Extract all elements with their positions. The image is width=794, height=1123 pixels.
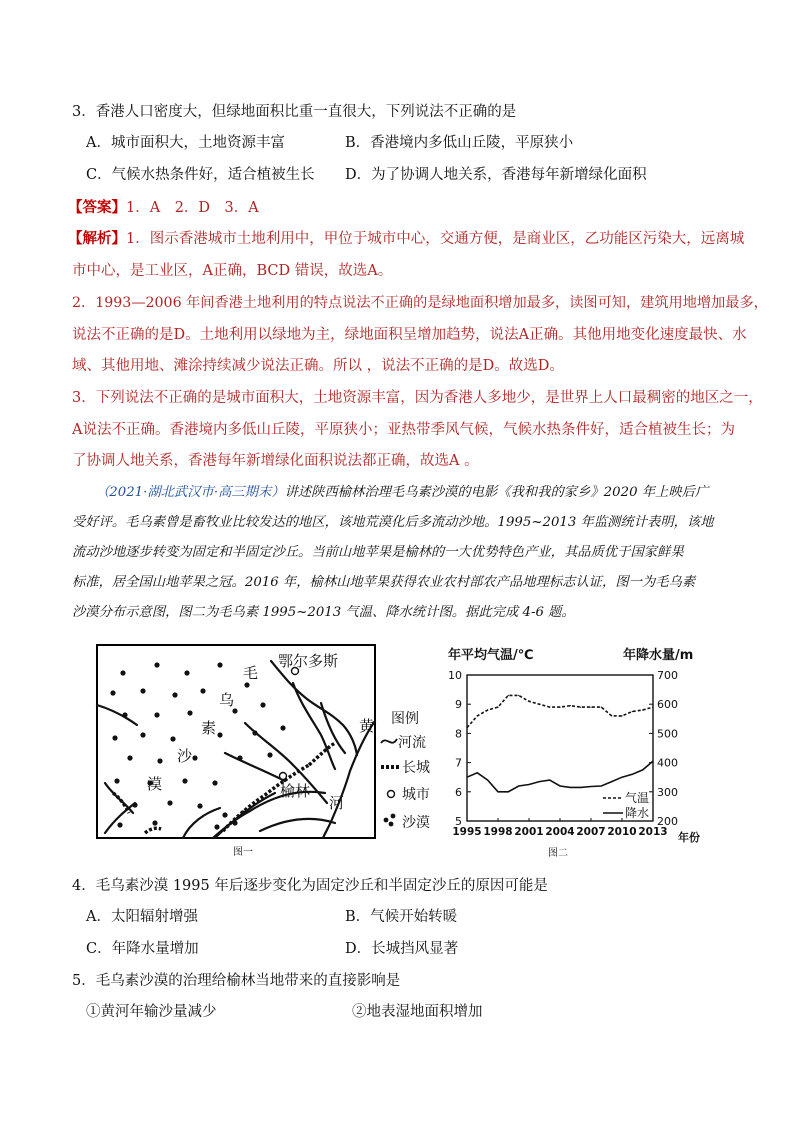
q5-option-2: ②地表湿地面积增加 bbox=[352, 1004, 483, 1020]
passage-line-4: 标准，居全国山地苹果之冠。2016 年，榆林山地苹果获得农业农村部农产品地理标志认证，图一为毛乌素 bbox=[72, 575, 696, 590]
legend-city-icon bbox=[388, 791, 395, 798]
right-tick-label-0: 200 bbox=[657, 815, 678, 828]
series-point-1-4 bbox=[508, 791, 509, 792]
series-point-1-3 bbox=[497, 791, 498, 792]
analysis-line-4: 说法不正确的是D。土地利用以绿地为主，绿地面积呈增加趋势，说法A正确。其他用地变化速度最快、水 bbox=[72, 327, 747, 343]
series-line-气温 bbox=[467, 695, 653, 727]
series-point-0-5 bbox=[518, 695, 519, 696]
left-tick-label-4: 9 bbox=[455, 698, 462, 712]
series-point-1-7 bbox=[539, 781, 540, 782]
series-point-1-14 bbox=[611, 781, 612, 782]
analysis-line-8: 了协调人地关系，香港每年新增绿化面积说法都正确，故选A 。 bbox=[72, 453, 479, 469]
left-tick-label-3: 8 bbox=[455, 727, 462, 741]
series-point-0-17 bbox=[642, 709, 643, 710]
series-point-0-10 bbox=[570, 705, 571, 706]
answer-tag: 【答案】 bbox=[68, 199, 126, 216]
legend-title: 图例 bbox=[391, 711, 419, 727]
q3-option-d: D．为了协调人地关系，香港每年新增绿化面积 bbox=[345, 167, 647, 183]
ylabel-right: 年降水量/m bbox=[623, 648, 694, 663]
passage-line-5: 沙漠分布示意图，图二为毛乌素 1995~2013 气温、降水统计图。据此完成 4-6 题。 bbox=[72, 605, 575, 620]
passage-line-3: 流动沙地逐步转变为固定和半固定沙丘。当前山地苹果是榆林的一大优势特色产业，其品质优于国家鲜果 bbox=[72, 545, 684, 560]
label-mo: 漠 bbox=[147, 775, 163, 793]
q3-option-c: C．气候水热条件好，适合植被生长 bbox=[86, 167, 315, 183]
map-figure bbox=[95, 643, 447, 858]
passage-source: （2021·湖北武汉市·高三期末） bbox=[96, 485, 285, 500]
legend-desert: 沙漠 bbox=[402, 815, 430, 831]
legend-city: 城市 bbox=[402, 787, 430, 803]
q4-option-b: B．气候开始转暖 bbox=[345, 909, 458, 925]
analysis-tag: 【解析】 bbox=[68, 230, 126, 247]
series-point-0-6 bbox=[528, 701, 529, 702]
legend-precip-label: 降水 bbox=[625, 806, 650, 820]
analysis-text-1: 1．图示香港城市土地利用中，甲位于城市中心，交通方便，是商业区，乙功能区污染大，远离城 bbox=[126, 231, 745, 247]
analysis-line-1 bbox=[68, 229, 744, 249]
label-su: 素 bbox=[201, 719, 217, 737]
series-point-0-11 bbox=[580, 707, 581, 708]
series-point-0-8 bbox=[549, 707, 550, 708]
label-he: 河 bbox=[329, 794, 345, 812]
right-tick-label-2: 400 bbox=[657, 756, 678, 770]
right-tick-label-1: 300 bbox=[657, 785, 678, 799]
series-point-0-1 bbox=[477, 715, 478, 716]
series-point-1-5 bbox=[518, 785, 519, 786]
q4-option-c: C．年降水量增加 bbox=[86, 941, 199, 957]
answer-line bbox=[68, 198, 259, 218]
label-huang: 黄 bbox=[359, 717, 375, 735]
x-tick-label-4: 2007 bbox=[576, 826, 606, 838]
series-point-1-1 bbox=[477, 772, 478, 773]
series-point-0-2 bbox=[487, 709, 488, 710]
q4-option-d: D．长城挡风显著 bbox=[345, 941, 459, 957]
series-point-1-6 bbox=[528, 784, 529, 785]
q3-option-b: B．香港境内多低山丘陵，平原狭小 bbox=[345, 135, 574, 151]
passage-line-1 bbox=[96, 483, 708, 503]
series-point-1-18 bbox=[652, 761, 653, 762]
yulin-city-icon bbox=[280, 773, 287, 780]
series-point-0-14 bbox=[611, 715, 612, 716]
left-tick-label-5: 10 bbox=[448, 669, 462, 682]
series-point-0-16 bbox=[632, 711, 633, 712]
series-point-0-13 bbox=[601, 707, 602, 708]
series-point-1-13 bbox=[601, 785, 602, 786]
answer-text: 1．A 2．D 3．A bbox=[126, 200, 259, 216]
label-sha: 沙 bbox=[177, 747, 193, 765]
left-tick-label-0: 5 bbox=[455, 815, 462, 828]
series-point-1-12 bbox=[590, 786, 591, 787]
analysis-line-5: 域、其他用地、滩涂持续减少说法正确。所以 ，说法不正确的是D。故选D。 bbox=[72, 358, 564, 374]
label-erdos: 鄂尔多斯 bbox=[278, 652, 339, 670]
series-point-0-18 bbox=[652, 707, 653, 708]
q4-stem: 4．毛乌素沙漠 1995 年后逐步变化为固定沙丘和半固定沙丘的原因可能是 bbox=[72, 878, 548, 894]
legend-wall: 长城 bbox=[402, 760, 430, 776]
series-line-降水 bbox=[467, 761, 653, 792]
x-tick-label-3: 2004 bbox=[545, 826, 575, 838]
legend-desert-icon bbox=[384, 818, 389, 823]
analysis-line-2: 市中心，是工业区，A正确，BCD 错误，故选A。 bbox=[72, 263, 393, 279]
label-wu: 乌 bbox=[219, 691, 235, 709]
x-tick-label-6: 2013 bbox=[638, 826, 668, 838]
left-tick-label-2: 7 bbox=[455, 756, 462, 770]
label-mao: 毛 bbox=[243, 664, 259, 682]
series-point-0-3 bbox=[497, 707, 498, 708]
q4-option-a: A．太阳辐射增强 bbox=[86, 909, 198, 925]
right-tick-label-5: 700 bbox=[657, 669, 678, 682]
series-point-0-9 bbox=[559, 707, 560, 708]
series-point-0-4 bbox=[508, 695, 509, 696]
series-point-1-10 bbox=[570, 787, 571, 788]
series-point-0-12 bbox=[590, 707, 591, 708]
series-point-1-9 bbox=[559, 785, 560, 786]
legend-river: 河流 bbox=[398, 735, 426, 751]
x-tick-label-2: 2001 bbox=[514, 826, 544, 838]
series-point-1-16 bbox=[632, 774, 633, 775]
right-tick-label-4: 600 bbox=[657, 698, 678, 712]
ylabel-left: 年平均气温/℃ bbox=[448, 648, 534, 663]
analysis-line-3: 2．1993—2006 年间香港土地利用的特点说法不正确的是绿地面积增加最多，读图可知，建筑用地增加最多， bbox=[72, 295, 768, 311]
legend-temp-label: 气温 bbox=[625, 791, 650, 805]
left-tick-label-1: 6 bbox=[455, 785, 462, 799]
x-tick-label-1: 1998 bbox=[483, 826, 513, 838]
map-caption: 图一 bbox=[233, 847, 253, 858]
series-point-1-2 bbox=[487, 780, 488, 781]
climate-chart bbox=[445, 645, 713, 857]
q3-option-a: A．城市面积大，土地资源丰富 bbox=[86, 135, 285, 151]
analysis-line-6: 3．下列说法不正确的是城市面积大，土地资源丰富，因为香港人多地少，是世界上人口最稠密的地区之一， bbox=[72, 390, 763, 406]
passage-line-2: 受好评。毛乌素曾是畜牧业比较发达的地区，该地荒漠化后多流动沙地。1995~2013 年监测统计表明，该地 bbox=[72, 515, 714, 530]
right-tick-label-3: 500 bbox=[657, 727, 678, 741]
q3-stem: 3．香港人口密度大，但绿地面积比重一直很大，下列说法不正确的是 bbox=[72, 104, 517, 120]
series-point-1-0 bbox=[466, 777, 467, 778]
x-tick-label-5: 2010 bbox=[607, 826, 637, 838]
chart-caption: 图二 bbox=[548, 848, 568, 857]
series-point-0-0 bbox=[466, 727, 467, 728]
passage-text-1: 讲述陕西榆林治理毛乌素沙漠的电影《我和我的家乡》2020 年上映后广 bbox=[284, 485, 709, 500]
series-point-0-15 bbox=[621, 715, 622, 716]
x-tick-label-0: 1995 bbox=[452, 826, 482, 838]
q5-stem: 5．毛乌素沙漠的治理给榆林当地带来的直接影响是 bbox=[72, 973, 401, 989]
legend-river-icon bbox=[381, 739, 397, 743]
analysis-line-7: A说法不正确。香港境内多低山丘陵，平原狭小；亚热带季风气候，气候水热条件好，适合植被生长；为 bbox=[72, 422, 735, 438]
q5-option-1: ①黄河年输沙量减少 bbox=[86, 1004, 217, 1020]
series-point-1-11 bbox=[580, 787, 581, 788]
series-point-1-15 bbox=[621, 777, 622, 778]
series-point-0-7 bbox=[539, 704, 540, 705]
series-point-1-8 bbox=[549, 780, 550, 781]
label-yulin: 榆林 bbox=[280, 782, 311, 800]
xlabel: 年份 bbox=[678, 831, 700, 844]
series-point-1-17 bbox=[642, 769, 643, 770]
